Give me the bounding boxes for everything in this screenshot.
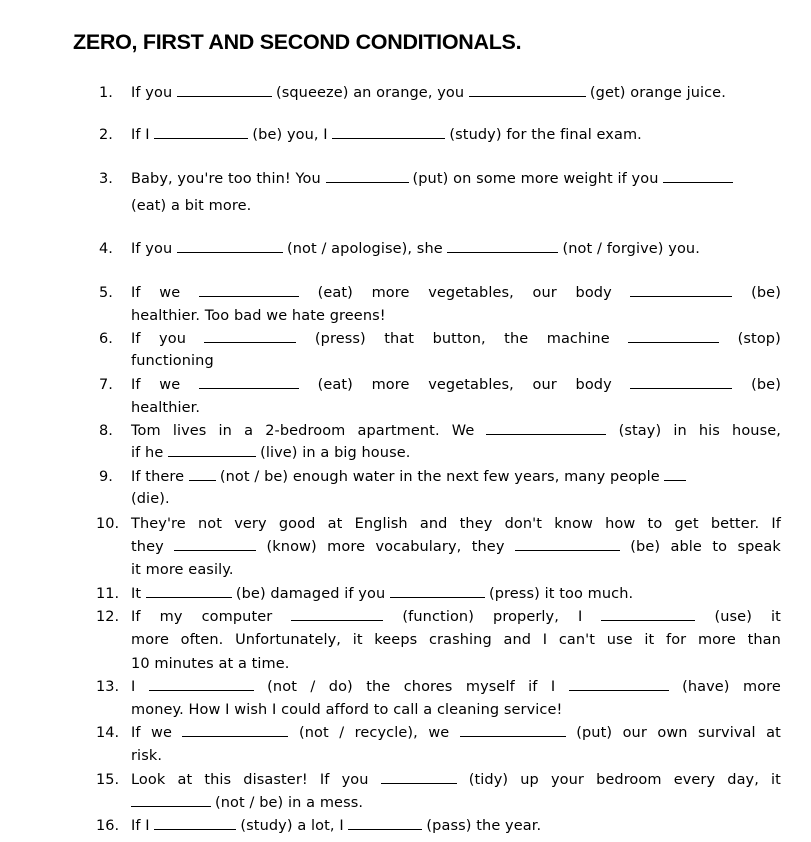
- exercise-text-segment: more: [371, 377, 410, 393]
- exercise-text-segment: it: [771, 609, 781, 625]
- exercise-text-segment: vocabulary,: [375, 539, 462, 555]
- exercise-text-segment: they: [131, 539, 164, 555]
- exercise-number: 14.: [96, 725, 120, 741]
- exercise-text-segment: If: [131, 377, 141, 393]
- exercise-text-segment: They're: [131, 516, 186, 532]
- exercise-text-segment: survival: [698, 725, 756, 741]
- exercise-text-segment: use: [606, 632, 633, 648]
- exercise-text-segment: I: [131, 679, 136, 695]
- exercise-line: [131, 442, 781, 465]
- exercise-text-segment: at: [766, 725, 781, 741]
- exercise-number: 10.: [96, 516, 120, 532]
- worksheet-title: ZERO, FIRST AND SECOND CONDITIONALS.: [73, 30, 522, 54]
- answer-blank[interactable]: [182, 722, 288, 737]
- exercise-text-segment: I: [578, 609, 583, 625]
- exercise-text-segment: this: [204, 772, 232, 788]
- exercise-text-segment: and: [503, 632, 532, 648]
- exercise-text-segment: I: [550, 679, 556, 695]
- exercise-line: [131, 676, 781, 699]
- answer-blank[interactable]: [131, 792, 211, 807]
- exercise-text-segment: If I: [131, 818, 155, 834]
- exercise-text-segment: If: [131, 331, 141, 347]
- exercise-text-segment: if: [528, 679, 538, 695]
- answer-blank[interactable]: [569, 676, 669, 691]
- exercise-text-segment: do): [328, 679, 353, 695]
- exercise-text-segment: the: [504, 331, 529, 347]
- exercise-text-segment: up: [520, 772, 539, 788]
- answer-blank[interactable]: [177, 82, 272, 97]
- exercise-text-segment: get: [674, 516, 699, 532]
- exercise-text-segment: (squeeze) an orange, you: [275, 85, 469, 101]
- answer-blank[interactable]: [177, 238, 283, 253]
- exercise-line: [131, 195, 781, 218]
- exercise-text-segment: (die).: [131, 491, 170, 507]
- answer-blank[interactable]: [332, 124, 445, 139]
- exercise-text-segment: (function): [402, 609, 474, 625]
- answer-blank[interactable]: [204, 328, 296, 343]
- exercise-line: [131, 629, 781, 652]
- exercise-text-segment: (tidy): [468, 772, 509, 788]
- exercise-text-segment: keeps: [374, 632, 418, 648]
- exercise-text-segment: (study) for the final exam.: [449, 127, 642, 143]
- exercise-text-segment: It: [131, 586, 146, 602]
- exercise-text-segment: know: [554, 516, 593, 532]
- exercise-number: 3.: [99, 171, 113, 187]
- exercise-text-segment: (get) orange juice.: [589, 85, 726, 101]
- answer-blank[interactable]: [149, 676, 254, 691]
- answer-blank[interactable]: [460, 722, 566, 737]
- exercise-text-segment: (not: [298, 725, 329, 741]
- exercise-text-segment: vegetables,: [428, 285, 514, 301]
- exercise-text-segment: more: [697, 632, 736, 648]
- exercise-line: [131, 420, 781, 443]
- exercise-text-segment: We: [451, 423, 475, 439]
- exercise-text-segment: (eat) a bit more.: [131, 198, 252, 214]
- answer-blank[interactable]: [168, 442, 256, 457]
- exercise-text-segment: If you: [131, 241, 177, 257]
- exercise-text-segment: disaster!: [243, 772, 308, 788]
- exercise-text-segment: Baby, you're too thin! You: [131, 171, 326, 187]
- answer-blank[interactable]: [348, 815, 422, 830]
- exercise-text-segment: (be): [751, 377, 781, 393]
- answer-blank[interactable]: [469, 82, 586, 97]
- exercise-text-segment: if he: [131, 445, 169, 461]
- exercise-text-segment: (eat): [317, 285, 353, 301]
- answer-blank[interactable]: [628, 328, 719, 343]
- exercise-text-segment: (be): [751, 285, 781, 301]
- exercise-text-segment: we: [159, 377, 181, 393]
- exercise-text-segment: (not / be) in a mess.: [215, 795, 364, 811]
- exercise-text-segment: it: [771, 772, 781, 788]
- exercise-line: [131, 305, 781, 328]
- exercise-line: [131, 559, 781, 582]
- exercise-line: [131, 792, 781, 815]
- exercise-text-segment: risk.: [131, 748, 163, 764]
- exercise-line: [131, 513, 781, 536]
- exercise-line: [131, 769, 781, 792]
- exercise-text-segment: (be) you, I: [252, 127, 333, 143]
- exercise-line: [131, 328, 781, 351]
- exercise-text-segment: If there: [131, 469, 189, 485]
- exercise-text-segment: (be) damaged if you: [235, 586, 390, 602]
- answer-blank[interactable]: [291, 606, 383, 621]
- exercise-text-segment: 2-bedroom: [265, 423, 346, 439]
- exercise-number: 11.: [96, 586, 120, 602]
- exercise-text-segment: body: [575, 377, 612, 393]
- exercise-text-segment: in: [218, 423, 232, 439]
- exercise-text-segment: the: [366, 679, 391, 695]
- answer-blank[interactable]: [630, 282, 732, 297]
- exercise-text-segment: computer: [201, 609, 273, 625]
- exercise-text-segment: to: [647, 516, 663, 532]
- exercise-text-segment: healthier. Too bad we hate greens!: [131, 308, 386, 324]
- exercise-text-segment: and: [419, 516, 448, 532]
- exercise-line: [131, 374, 781, 397]
- exercise-text-segment: apartment.: [357, 423, 440, 439]
- answer-blank[interactable]: [154, 815, 236, 830]
- exercise-number: 8.: [99, 423, 113, 439]
- exercise-text-segment: (stay): [618, 423, 662, 439]
- exercise-text-segment: able: [670, 539, 702, 555]
- exercise-text-segment: your: [550, 772, 584, 788]
- answer-blank[interactable]: [199, 374, 299, 389]
- exercise-text-segment: it: [352, 632, 363, 648]
- answer-blank[interactable]: [630, 374, 732, 389]
- exercise-text-segment: (use): [714, 609, 752, 625]
- exercise-text-segment: own: [657, 725, 688, 741]
- exercise-text-segment: that: [384, 331, 415, 347]
- exercise-text-segment: not: [198, 516, 223, 532]
- answer-blank[interactable]: [146, 583, 232, 598]
- exercise-text-segment: bedroom: [596, 772, 662, 788]
- exercise-text-segment: (put) on some more weight if you: [412, 171, 664, 187]
- exercise-line: [131, 606, 781, 629]
- exercise-number: 13.: [96, 679, 120, 695]
- exercise-text-segment: we: [159, 285, 181, 301]
- exercise-text-segment: English: [354, 516, 408, 532]
- exercise-text-segment: his: [698, 423, 720, 439]
- answer-blank[interactable]: [390, 583, 485, 598]
- exercise-text-segment: good: [278, 516, 316, 532]
- exercise-text-segment: If: [131, 285, 141, 301]
- exercise-number: 5.: [99, 285, 113, 301]
- answer-blank[interactable]: [486, 420, 606, 435]
- answer-blank[interactable]: [515, 536, 620, 551]
- exercise-text-segment: If: [319, 772, 330, 788]
- answer-blank[interactable]: [189, 466, 216, 481]
- exercise-text-segment: /: [339, 725, 345, 741]
- exercise-line: [131, 745, 781, 768]
- exercise-text-segment: healthier.: [131, 400, 201, 416]
- exercise-text-segment: (not / forgive) you.: [562, 241, 700, 257]
- exercise-text-segment: properly,: [493, 609, 559, 625]
- exercise-text-segment: (press): [314, 331, 366, 347]
- exercise-text-segment: (put): [576, 725, 613, 741]
- exercise-number: 12.: [96, 609, 120, 625]
- exercise-text-segment: Unfortunately,: [235, 632, 341, 648]
- exercise-text-segment: lives: [172, 423, 207, 439]
- exercise-number: 7.: [99, 377, 113, 393]
- answer-blank[interactable]: [199, 282, 299, 297]
- exercise-text-segment: in: [673, 423, 687, 439]
- exercise-text-segment: to: [712, 539, 728, 555]
- exercise-text-segment: more: [327, 539, 366, 555]
- exercise-text-segment: speak: [737, 539, 781, 555]
- exercise-line: [131, 722, 781, 745]
- exercise-text-segment: more: [131, 632, 169, 648]
- exercise-text-segment: (not: [267, 679, 297, 695]
- exercise-text-segment: If: [131, 725, 141, 741]
- exercise-number: 4.: [99, 241, 113, 257]
- exercise-text-segment: often.: [180, 632, 224, 648]
- exercise-text-segment: money. How I wish I could afford to call a cleaning service!: [131, 702, 563, 718]
- exercise-text-segment: functioning: [131, 353, 214, 369]
- exercise-text-segment: (stop): [737, 331, 781, 347]
- answer-blank[interactable]: [381, 769, 457, 784]
- exercise-text-segment: button,: [432, 331, 486, 347]
- exercise-text-segment: it more easily.: [131, 562, 234, 578]
- exercise-line: [131, 168, 781, 191]
- exercise-text-segment: it: [644, 632, 655, 648]
- exercise-line: [131, 397, 781, 420]
- exercise-text-segment: Look: [131, 772, 166, 788]
- exercise-text-segment: crashing: [428, 632, 492, 648]
- exercise-text-segment: myself: [465, 679, 515, 695]
- exercise-text-segment: recycle),: [354, 725, 418, 741]
- exercise-number: 1.: [99, 85, 113, 101]
- answer-blank[interactable]: [326, 168, 409, 183]
- exercise-line: [131, 653, 781, 676]
- exercise-text-segment: at: [177, 772, 193, 788]
- exercise-text-segment: better.: [710, 516, 760, 532]
- exercise-line: [131, 350, 781, 373]
- exercise-text-segment: can't: [558, 632, 596, 648]
- exercise-text-segment: for: [666, 632, 687, 648]
- exercise-text-segment: more: [371, 285, 410, 301]
- exercise-line: [131, 124, 781, 147]
- exercise-text-segment: they: [471, 539, 505, 555]
- answer-blank[interactable]: [174, 536, 256, 551]
- answer-blank[interactable]: [663, 168, 733, 183]
- exercise-text-segment: more: [742, 679, 781, 695]
- answer-blank[interactable]: [601, 606, 695, 621]
- exercise-text-segment: (pass) the year.: [426, 818, 542, 834]
- exercise-text-segment: how: [605, 516, 636, 532]
- exercise-line: [131, 82, 781, 105]
- answer-blank[interactable]: [664, 466, 686, 481]
- exercise-number: 2.: [99, 127, 113, 143]
- exercise-line: [131, 583, 781, 606]
- exercise-text-segment: our: [532, 285, 557, 301]
- exercise-text-segment: at: [327, 516, 343, 532]
- exercise-text-segment: every: [673, 772, 716, 788]
- exercise-text-segment: we: [151, 725, 173, 741]
- exercise-line: [131, 815, 781, 838]
- exercise-text-segment: /: [310, 679, 316, 695]
- answer-blank[interactable]: [154, 124, 248, 139]
- exercise-text-segment: body: [575, 285, 612, 301]
- exercise-text-segment: than: [747, 632, 781, 648]
- exercise-text-segment: my: [159, 609, 183, 625]
- exercise-text-segment: (live) in a big house.: [260, 445, 411, 461]
- exercise-number: 6.: [99, 331, 113, 347]
- exercise-text-segment: we: [428, 725, 450, 741]
- exercise-line: [131, 466, 781, 489]
- exercise-text-segment: a: [244, 423, 254, 439]
- exercise-text-segment: you: [341, 772, 369, 788]
- exercise-text-segment: don't: [504, 516, 543, 532]
- exercise-text-segment: very: [234, 516, 267, 532]
- exercise-text-segment: (not / apologise), she: [286, 241, 448, 257]
- exercise-text-segment: 10 minutes at a time.: [131, 656, 290, 672]
- exercise-text-segment: machine: [546, 331, 610, 347]
- exercise-text-segment: (press) it too much.: [488, 586, 634, 602]
- exercise-line: [131, 488, 781, 511]
- exercise-text-segment: house,: [732, 423, 781, 439]
- exercise-text-segment: you: [159, 331, 186, 347]
- exercise-text-segment: If you: [131, 85, 177, 101]
- exercise-number: 16.: [96, 818, 120, 834]
- exercise-line: [131, 536, 781, 559]
- exercise-text-segment: (study) a lot, I: [240, 818, 349, 834]
- exercise-text-segment: (have): [682, 679, 730, 695]
- exercise-number: 9.: [99, 469, 113, 485]
- answer-blank[interactable]: [447, 238, 558, 253]
- exercise-line: [131, 238, 781, 261]
- exercise-text-segment: (know): [266, 539, 317, 555]
- exercise-number: 15.: [96, 772, 120, 788]
- exercise-text-segment: they: [459, 516, 493, 532]
- exercise-text-segment: (eat): [317, 377, 353, 393]
- exercise-text-segment: (not / be) enough water in the next few years, many people: [219, 469, 665, 485]
- exercise-text-segment: If: [131, 609, 141, 625]
- exercise-text-segment: our: [532, 377, 557, 393]
- exercise-line: [131, 282, 781, 305]
- exercise-line: [131, 699, 781, 722]
- exercise-text-segment: If I: [131, 127, 155, 143]
- exercise-text-segment: vegetables,: [428, 377, 514, 393]
- exercise-text-segment: If: [771, 516, 781, 532]
- exercise-text-segment: (be): [630, 539, 661, 555]
- exercise-text-segment: day,: [727, 772, 759, 788]
- exercise-text-segment: our: [622, 725, 647, 741]
- exercise-text-segment: I: [542, 632, 548, 648]
- exercise-text-segment: chores: [403, 679, 453, 695]
- exercise-text-segment: Tom: [131, 423, 161, 439]
